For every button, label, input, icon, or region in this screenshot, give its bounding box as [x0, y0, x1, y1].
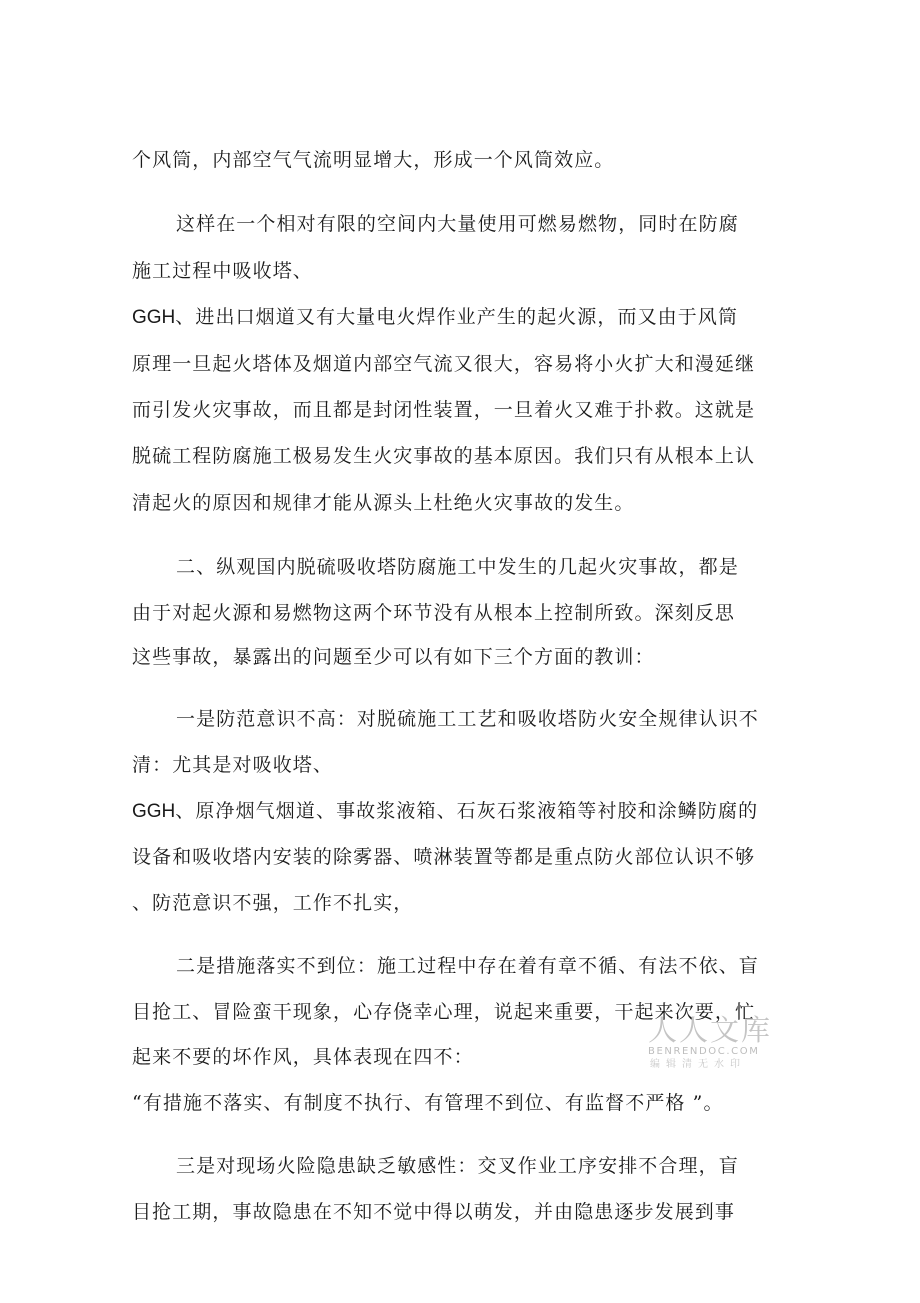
text-line: 目抢工期，事故隐患在不知不觉中得以萌发，并由隐患逐步发展到事: [132, 1201, 736, 1223]
text-line: 这样在一个相对有限的空间内大量使用可燃易燃物，同时在防腐: [176, 213, 739, 235]
text-line: 清：尤其是对吸收塔、: [132, 754, 334, 776]
text-line: 原理一旦起火塔体及烟道内部空气流又很大，容易将小火扩大和漫延继: [132, 353, 756, 375]
text-line: 设备和吸收塔内安装的除雾器、喷淋装置等都是重点防火部位认识不够: [132, 846, 756, 868]
text-line: “有措施不落实、有制度不执行、有管理不到位、有监督不严格 ”。: [132, 1092, 724, 1114]
text-line: 二是措施落实不到位：施工过程中存在着有章不循、有法不依、盲: [176, 955, 759, 977]
text-line: 由于对起火源和易燃物这两个环节没有从根本上控制所致。深刻反思: [132, 602, 736, 624]
text-line: GGH、原净烟气烟道、事故浆液箱、石灰石浆液箱等衬胶和涂鳞防腐的: [132, 800, 759, 822]
text-line: 个风筒，内部空气气流明显增大，形成一个风筒效应。: [132, 149, 615, 171]
text-line: GGH、进出口烟道又有大量电火焊作业产生的起火源，而又由于风筒: [132, 306, 739, 328]
text-line: 起来不要的坏作风，具体表现在四不：: [132, 1046, 474, 1068]
text-line: 一是防范意识不高：对脱硫施工工艺和吸收塔防火安全规律认识不: [176, 708, 759, 730]
text-line: 脱硫工程防腐施工极易发生火灾事故的基本原因。我们只有从根本上认: [132, 445, 756, 467]
watermark-logo: [648, 1014, 776, 1072]
text-line: 目抢工、冒险蛮干现象，心存侥幸心理，说起来重要，干起来次要，忙: [132, 1001, 756, 1023]
watermark-title: 人人文库: [648, 1013, 773, 1047]
text-line: 施工过程中吸收塔、: [132, 260, 313, 282]
watermark-subtitle: 编辑清无水印: [650, 1059, 746, 1070]
text-line: 三是对现场火险隐患缺乏敏感性：交叉作业工序安排不合理，盲: [176, 1155, 739, 1177]
text-line: 这些事故，暴露出的问题至少可以有如下三个方面的教训：: [132, 646, 655, 668]
text-line: 、防范意识不强，工作不扎实，: [132, 892, 414, 914]
watermark-site: BENRENDOC.COM: [648, 1046, 760, 1057]
text-line: 清起火的原因和规律才能从源头上杜绝火灾事故的发生。: [132, 492, 635, 514]
text-line: 而引发火灾事故，而且都是封闭性装置，一旦着火又难于扑救。这就是: [132, 399, 756, 421]
text-line: 二、纵观国内脱硫吸收塔防腐施工中发生的几起火灾事故，都是: [176, 556, 739, 578]
